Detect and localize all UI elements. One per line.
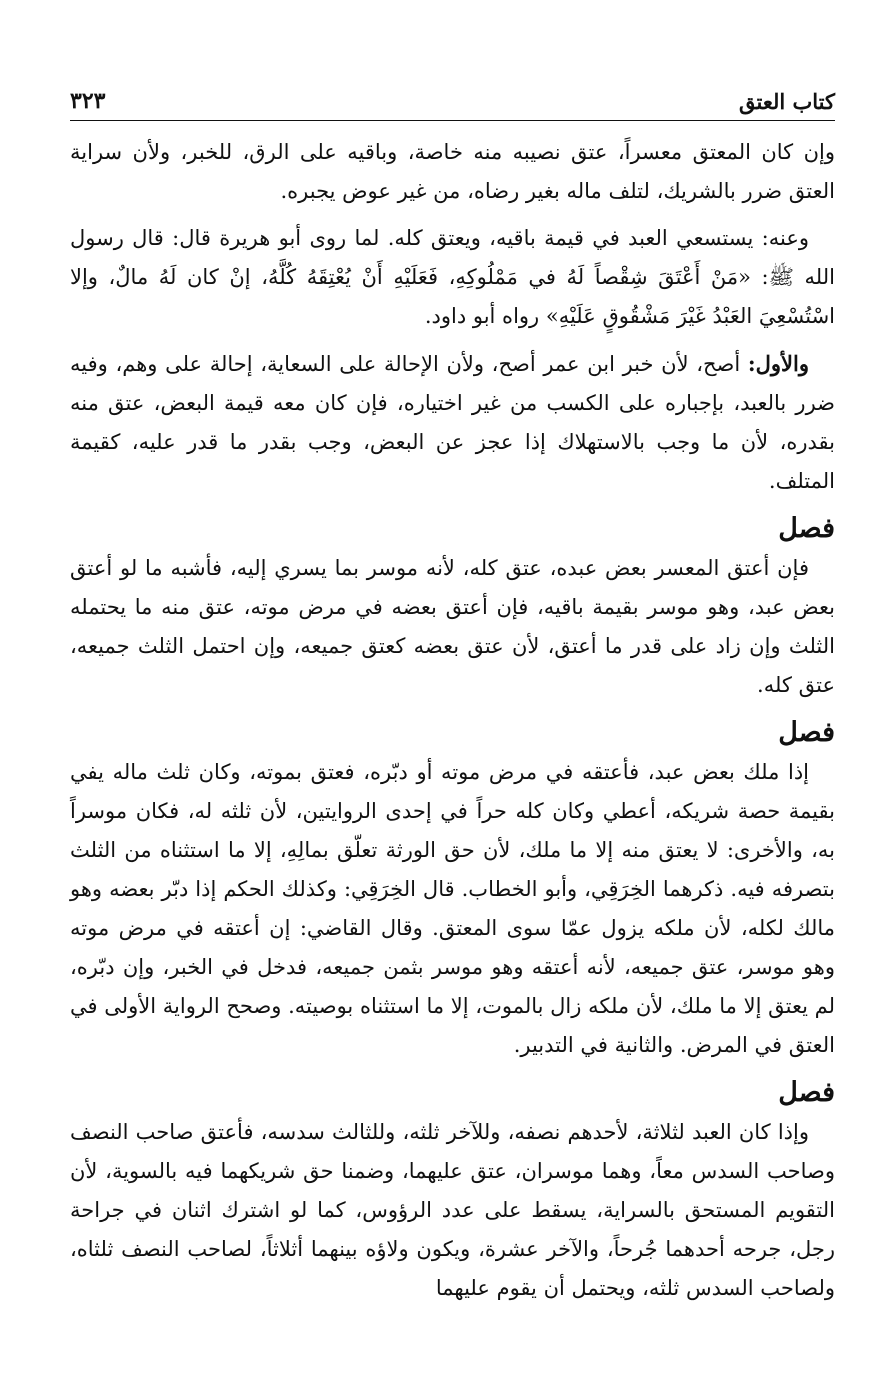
section-heading-1: فصل bbox=[778, 513, 835, 544]
section-heading-2: فصل bbox=[778, 717, 835, 748]
paragraph-5: إذا ملك بعض عبد، فأعتقه في مرض موته أو دبّره، فعتق بموته، وكان ثلث ماله يفي بقيمة حصة شريكه، أعطي وكان كله حراً في إحدى الروايتين، لأن ثلثه له، فكان موسراً به، والأخرى: لا يعتق منه إلا ما ملك، لأن حق الورثة تعلّق بمالِهِ، إلا ما استثناه من الثلث بتصرفه فيه. ذكرهما الخِرَقِي، وأبو الخطاب. قال الخِرَقِي: وكذلك الحكم إذا دبّر بعضه وهو مالك لكله، لأن ملكه يزول عمّا سوى المعتق. وقال القاضي: إن أعتقه في مرض موته وهو موسر، عتق جميعه، لأنه أعتقه وهو موسر بثمن جميعه، فدخل في الخبر، وإن دبّره، لم يعتق إلا ما ملك، لأن ملكه زال بالموت، إلا ما استثناه بوصيته. وصحح الرواية الأولى في العتق في المرض. والثانية في التدبير. bbox=[70, 760, 835, 1057]
page-header bbox=[70, 88, 835, 121]
paragraph-4: فإن أعتق المعسر بعض عبده، عتق كله، لأنه موسر بما يسري إليه، فأشبه ما لو أعتق بعض عبد، وهو موسر بقيمة باقيه، فإن أعتق بعضه في مرض موته، عتق منه ما يحتمله الثلث وإن زاد على قدر ما أعتق، لأن عتق بعضه كعتق جميعه، وإن احتمل الثلث جميعه، عتق كله. bbox=[70, 556, 835, 697]
paragraph-3 bbox=[70, 344, 835, 501]
paragraph-6: وإذا كان العبد لثلاثة، لأحدهم نصفه، وللآخر ثلثه، وللثالث سدسه، فأعتق صاحب النصف وصاحب السدس معاً، وهما موسران، عتق عليهما، وضمنا حق شريكهما فيه بالسوية، لأن التقويم المستحق بالسراية، يسقط على عدد الرؤوس، كما لو اشترك اثنان في جراحة رجل، جرحه أحدهما جُرحاً، والآخر عشرة، ويكون ولاؤه بينهما أثلاثاً، لصاحب النصف ثلثاه، ولصاحب السدس ثلثه، ويحتمل أن يقوم عليهما bbox=[70, 1120, 835, 1300]
paragraph-3-lead: والأول: bbox=[747, 351, 809, 376]
page-number: ٣٢٣ bbox=[70, 88, 106, 114]
book-title: كتاب العتق bbox=[738, 89, 835, 114]
section-heading-3: فصل bbox=[778, 1077, 835, 1108]
paragraph-1: وإن كان المعتق معسراً، عتق نصيبه منه خاصة، وباقيه على الرق، للخبر، ولأن سراية العتق ضرر بالشريك، لتلف ماله بغير رضاه، من غير عوض يجبره. bbox=[70, 140, 835, 203]
paragraph-3-body: أصح، لأن خبر ابن عمر أصح، ولأن الإحالة على السعاية، إحالة على وهم، وفيه ضرر بالعبد، بإجباره على الكسب من غير اختياره، فإن كان معه قيمة البعض، عتق منه بقدره، لأن ما وجب بالاستهلاك إذا عجز عن البعض، وجب بقدر ما قدر عليه، كقيمة المتلف. bbox=[70, 352, 835, 493]
paragraph-2: وعنه: يستسعي العبد في قيمة باقيه، ويعتق كله. لما روى أبو هريرة قال: قال رسول الله ﷺ: «مَنْ أَعْتَقَ شِقْصاً لَهُ في مَمْلُوكِهِ، فَعَلَيْهِ أَنْ يُعْتِقَهُ كُلَّهُ، إنْ كان لَهُ مالٌ، وإلا اسْتُسْعِيَ العَبْدُ غَيْرَ مَشْقُوقٍ عَلَيْهِ» رواه أبو داود. bbox=[70, 226, 835, 328]
